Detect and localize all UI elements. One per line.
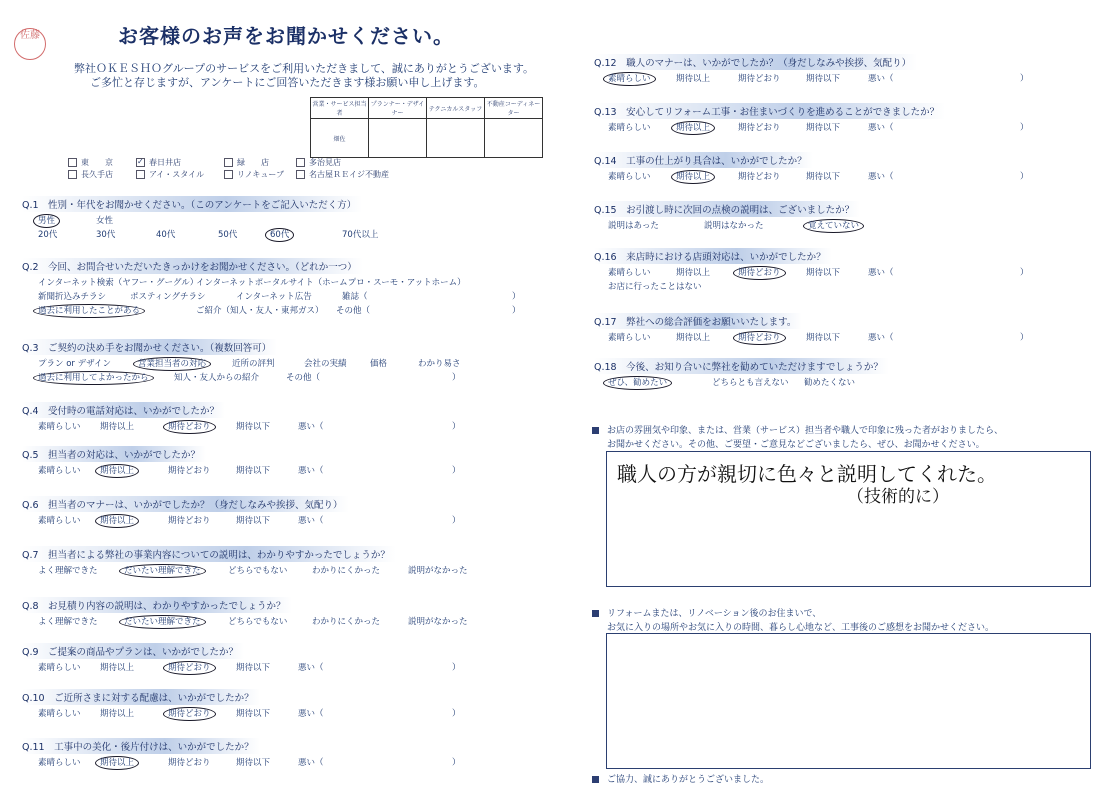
answer-option[interactable]: 20代 <box>38 230 58 240</box>
question-heading: Q.15 お引渡し時に次回の点検の説明は、ございましたか？ <box>594 201 860 217</box>
answer-option[interactable]: 期待以下 <box>236 466 271 476</box>
store-option[interactable]: 長久手店 <box>68 169 113 180</box>
answer-option[interactable]: ご紹介（知人・友人・東邦ガス） <box>196 306 324 316</box>
answer-option-selected[interactable]: 過去に利用してよかったから <box>38 371 154 383</box>
answer-option[interactable]: 期待以下 <box>806 123 841 133</box>
store-option[interactable]: 緑 店 <box>224 157 269 168</box>
staff-header: テクニカルスタッフ <box>427 98 485 119</box>
comment1-prompt-2: お聞かせください。その他、ご要望・ご意見などございましたら、ぜひ、お聞かせください。 <box>607 440 985 450</box>
answer-option[interactable]: 40代 <box>156 230 176 240</box>
question-heading: Q.10 ご近所さまに対する配慮は、いかがでしたか？ <box>22 689 260 705</box>
answer-option-selected[interactable]: 期待以上 <box>100 756 139 768</box>
answer-option[interactable]: 悪い（ <box>298 516 324 526</box>
answer-option[interactable]: 知人・友人からの紹介 <box>174 373 260 383</box>
answer-option[interactable]: どちらでもない <box>228 617 288 627</box>
answer-option[interactable]: 30代 <box>96 230 116 240</box>
question-heading: Q.9 ご提案の商品やプランは、いかがでしたか？ <box>22 643 244 659</box>
seal-stamp: 佐藤 <box>14 28 46 60</box>
staff-header: プランナー・デザイナー <box>369 98 427 119</box>
answer-option[interactable]: 説明がなかった <box>408 617 468 627</box>
answer-option[interactable]: ） <box>452 516 461 526</box>
answer-option[interactable]: 説明がなかった <box>408 566 468 576</box>
staff-header: 営業・サービス担当者 <box>311 98 369 119</box>
answer-option[interactable]: 期待どおり <box>738 123 781 133</box>
answer-option[interactable]: どちらでもない <box>228 566 288 576</box>
answer-option[interactable]: 勧めたくない <box>804 378 856 388</box>
answer-option[interactable]: 素晴らしい <box>38 663 81 673</box>
answer-option[interactable]: 悪い（ <box>298 466 324 476</box>
answer-option-selected[interactable]: 期待どおり <box>738 266 786 278</box>
store-option[interactable]: リノキューブ <box>224 169 284 180</box>
answer-option[interactable]: 悪い（ <box>868 74 894 84</box>
comment2-prompt-2: お気に入りの場所やお気に入りの時間、暮らし心地など、工事後のご感想をお聞かせください。 <box>607 623 995 633</box>
answer-option-selected[interactable]: 過去に利用したことがある <box>38 304 145 316</box>
answer-option[interactable]: ） <box>452 373 461 383</box>
answer-option[interactable]: 期待以上 <box>100 422 135 432</box>
question-heading: Q.7 担当者による弊社の事業内容についての説明は、わかりやすかったでしょうか？ <box>22 546 396 562</box>
answer-option[interactable]: ） <box>512 292 521 302</box>
answer-option[interactable]: インターネットポータルサイト（ホームプロ・スーモ・アットホーム） <box>196 278 466 288</box>
answer-option[interactable]: 期待以下 <box>806 172 841 182</box>
comment1-answer-1: 職人の方が親切に色々と説明してくれた。 <box>617 462 997 486</box>
answer-option-selected[interactable]: 男性 <box>38 214 60 226</box>
answer-option[interactable]: 女性 <box>96 216 114 226</box>
question-heading: Q.6 担当者のマナーは、いかがでしたか？（身だしなみや挨拶、気配り） <box>22 496 349 512</box>
answer-option-selected[interactable]: だいたい理解できた <box>124 564 206 576</box>
answer-option[interactable]: お店に行ったことはない <box>608 282 702 292</box>
answer-option[interactable]: どちらとも言えない <box>712 378 789 388</box>
staff-header: 不動産コーディネーター <box>485 98 543 119</box>
answer-option-selected[interactable]: 営業担当者の対応 <box>138 357 211 369</box>
answer-option[interactable]: 期待以上 <box>100 663 135 673</box>
answer-option-selected[interactable]: 60代 <box>270 228 294 240</box>
answer-option[interactable]: 悪い（ <box>868 172 894 182</box>
answer-option[interactable]: プラン or デザイン <box>38 359 112 369</box>
answer-option[interactable]: 近所の評判 <box>232 359 275 369</box>
comment1-prompt-1: お店の雰囲気や印象、または、営業（サービス）担当者や職人で印象に残った者がおりましたら、 <box>592 423 1003 436</box>
answer-option[interactable]: わかりにくかった <box>312 617 381 627</box>
page-title: お客様のお声をお聞かせください。 <box>118 24 454 48</box>
answer-option[interactable]: 期待以下 <box>806 74 841 84</box>
answer-option[interactable]: わかりにくかった <box>312 566 381 576</box>
question-heading: Q.3 ご契約の決め手をお聞かせください。（複数回答可） <box>22 339 277 355</box>
answer-option[interactable]: その他（ <box>286 373 321 383</box>
answer-option[interactable]: ） <box>452 663 461 673</box>
answer-option-selected[interactable]: 素晴らしい <box>608 72 656 84</box>
answer-option[interactable]: 素晴らしい <box>38 709 81 719</box>
answer-option[interactable]: インターネット検索（ヤフー・グーグル） <box>38 278 199 288</box>
answer-option[interactable]: 素晴らしい <box>608 268 651 278</box>
answer-option[interactable]: 期待以上 <box>100 709 135 719</box>
question-heading: Q.2 今回、お問合せいただいたきっかけをお聞かせください。（どれか一つ） <box>22 258 363 274</box>
answer-option[interactable]: 期待以下 <box>236 516 271 526</box>
answer-option[interactable]: 素晴らしい <box>608 333 651 343</box>
question-heading: Q.4 受付時の電話対応は、いかがでしたか？ <box>22 402 225 418</box>
answer-option[interactable]: 期待以下 <box>236 758 271 768</box>
store-option[interactable]: 多治見店 <box>296 157 341 168</box>
store-option[interactable]: 名古屋ＲＥイジ不動産 <box>296 169 389 180</box>
answer-option[interactable]: 悪い（ <box>298 758 324 768</box>
answer-option[interactable]: ） <box>452 709 461 719</box>
answer-option[interactable]: ） <box>1020 74 1029 84</box>
answer-option[interactable]: ） <box>452 758 461 768</box>
answer-option-selected[interactable]: 期待以上 <box>100 514 139 526</box>
question-heading: Q.13 安心してリフォーム工事・お住まいづくりを進めることができましたか？ <box>594 103 945 119</box>
bullet-square-icon <box>592 427 599 434</box>
answer-option[interactable]: インターネット広告 <box>236 292 312 302</box>
answer-option[interactable]: 期待以上 <box>676 74 711 84</box>
staff-cell <box>485 119 543 158</box>
staff-cell <box>369 119 427 158</box>
answer-option[interactable]: ） <box>1020 268 1029 278</box>
answer-option[interactable]: ） <box>512 306 521 316</box>
answer-option[interactable]: 雑誌（ <box>342 292 368 302</box>
answer-option[interactable]: 説明はあった <box>608 221 659 231</box>
answer-option[interactable]: よく理解できた <box>38 566 98 576</box>
answer-option[interactable]: ） <box>452 466 461 476</box>
answer-option[interactable]: ） <box>452 422 461 432</box>
question-heading: Q.18 今後、お知り合いに弊社を勧めていただけますでしょうか？ <box>594 358 889 374</box>
answer-option[interactable]: 期待以下 <box>236 709 271 719</box>
answer-option-selected[interactable]: 期待以上 <box>676 121 715 133</box>
store-option[interactable]: 東 京 <box>68 157 113 168</box>
answer-option-selected[interactable]: 期待以上 <box>676 170 715 182</box>
answer-option[interactable]: その他（ <box>336 306 371 316</box>
answer-option[interactable]: 期待以上 <box>676 333 711 343</box>
answer-option-selected[interactable]: 期待以上 <box>100 464 139 476</box>
answer-option[interactable]: 素晴らしい <box>38 466 81 476</box>
answer-option[interactable]: 悪い（ <box>298 709 324 719</box>
answer-option[interactable]: 素晴らしい <box>608 123 651 133</box>
answer-option[interactable]: 期待以下 <box>236 663 271 673</box>
answer-option[interactable]: 価格 <box>370 359 388 369</box>
answer-option-selected[interactable]: ぜひ、勧めたい <box>608 376 672 388</box>
store-option-checked[interactable]: ✓ 春日井店 <box>137 157 181 167</box>
answer-option[interactable]: 悪い（ <box>298 422 324 432</box>
question-heading: Q.8 お見積り内容の説明は、わかりやすかったでしょうか？ <box>22 597 292 613</box>
answer-option[interactable]: 期待以下 <box>806 268 841 278</box>
answer-option[interactable]: 素晴らしい <box>38 758 81 768</box>
comment2-prompt-1: リフォームまたは、リノベーション後のお住まいで、 <box>592 606 821 619</box>
answer-option[interactable]: 期待どおり <box>168 516 211 526</box>
answer-option[interactable]: 悪い（ <box>298 663 324 673</box>
staff-table <box>310 97 543 158</box>
answer-option-selected[interactable]: 期待どおり <box>168 661 216 673</box>
answer-option[interactable]: 新聞折込みチラシ <box>38 292 107 302</box>
answer-option-selected[interactable]: 覚えていない <box>808 219 864 231</box>
answer-option[interactable]: わかり易さ <box>418 359 461 369</box>
answer-option[interactable]: 期待以下 <box>236 422 271 432</box>
answer-option[interactable]: ） <box>1020 172 1029 182</box>
answer-option[interactable]: ポスティングチラシ <box>130 292 206 302</box>
answer-option[interactable]: 期待どおり <box>168 758 211 768</box>
answer-option[interactable]: 期待どおり <box>738 74 781 84</box>
answer-option[interactable]: 会社の実績 <box>304 359 347 369</box>
answer-option[interactable]: 期待どおり <box>168 466 211 476</box>
answer-option[interactable]: 悪い（ <box>868 268 894 278</box>
answer-option-selected[interactable]: 期待どおり <box>738 331 786 343</box>
staff-cell <box>427 119 485 158</box>
answer-option[interactable]: 素晴らしい <box>38 422 81 432</box>
answer-option[interactable]: 期待以下 <box>806 333 841 343</box>
answer-option-selected[interactable]: だいたい理解できた <box>124 615 206 627</box>
answer-option[interactable]: ） <box>1020 123 1029 133</box>
answer-option[interactable]: 70代以上 <box>342 230 379 240</box>
question-heading: Q.11 工事中の美化・後片付けは、いかがでしたか？ <box>22 738 260 754</box>
comment1-answer-2: （技術的に） <box>847 487 949 507</box>
answer-option-selected[interactable]: 期待どおり <box>168 707 216 719</box>
question-heading: Q.5 担当者の対応は、いかがでしたか？ <box>22 446 206 462</box>
comment1-box[interactable] <box>606 451 1091 587</box>
bullet-square-icon <box>592 610 599 617</box>
intro-line-1: 弊社ＯＫＥＳＨＯグループのサービスをご利用いただきまして、誠にありがとうございます。 <box>74 62 535 75</box>
answer-option[interactable]: 説明はなかった <box>704 221 764 231</box>
question-heading: Q.17 弊社への総合評価をお願いいたします。 <box>594 313 802 329</box>
answer-option[interactable]: 素晴らしい <box>38 516 81 526</box>
answer-option-selected[interactable]: 期待どおり <box>168 420 216 432</box>
answer-option[interactable]: 悪い（ <box>868 333 894 343</box>
bullet-square-icon <box>592 776 599 783</box>
question-heading: Q.1 性別・年代をお聞かせください。（このアンケートをご記入いただく方） <box>22 196 362 212</box>
question-heading: Q.14 工事の仕上がり具合は、いかがでしたか？ <box>594 152 813 168</box>
answer-option[interactable]: 悪い（ <box>868 123 894 133</box>
answer-option[interactable]: 期待どおり <box>738 172 781 182</box>
answer-option[interactable]: よく理解できた <box>38 617 98 627</box>
intro-line-2: ご多忙と存じますが、アンケートにご回答いただきます様お願い申し上げます。 <box>90 76 485 89</box>
question-heading: Q.16 来店時における店頭対応は、いかがでしたか？ <box>594 248 832 264</box>
store-option[interactable]: アイ・スタイル <box>136 169 204 180</box>
question-heading: Q.12 職人のマナーは、いかがでしたか？（身だしなみや挨拶、気配り） <box>594 54 917 70</box>
answer-option[interactable]: ） <box>1020 333 1029 343</box>
answer-option[interactable]: 素晴らしい <box>608 172 651 182</box>
answer-option[interactable]: 50代 <box>218 230 238 240</box>
answer-option[interactable]: 期待以上 <box>676 268 711 278</box>
staff-signature: 畑佐 <box>311 119 369 158</box>
footer-thanks: ご協力、誠にありがとうございました。 <box>592 772 769 785</box>
comment2-box[interactable] <box>606 633 1091 769</box>
